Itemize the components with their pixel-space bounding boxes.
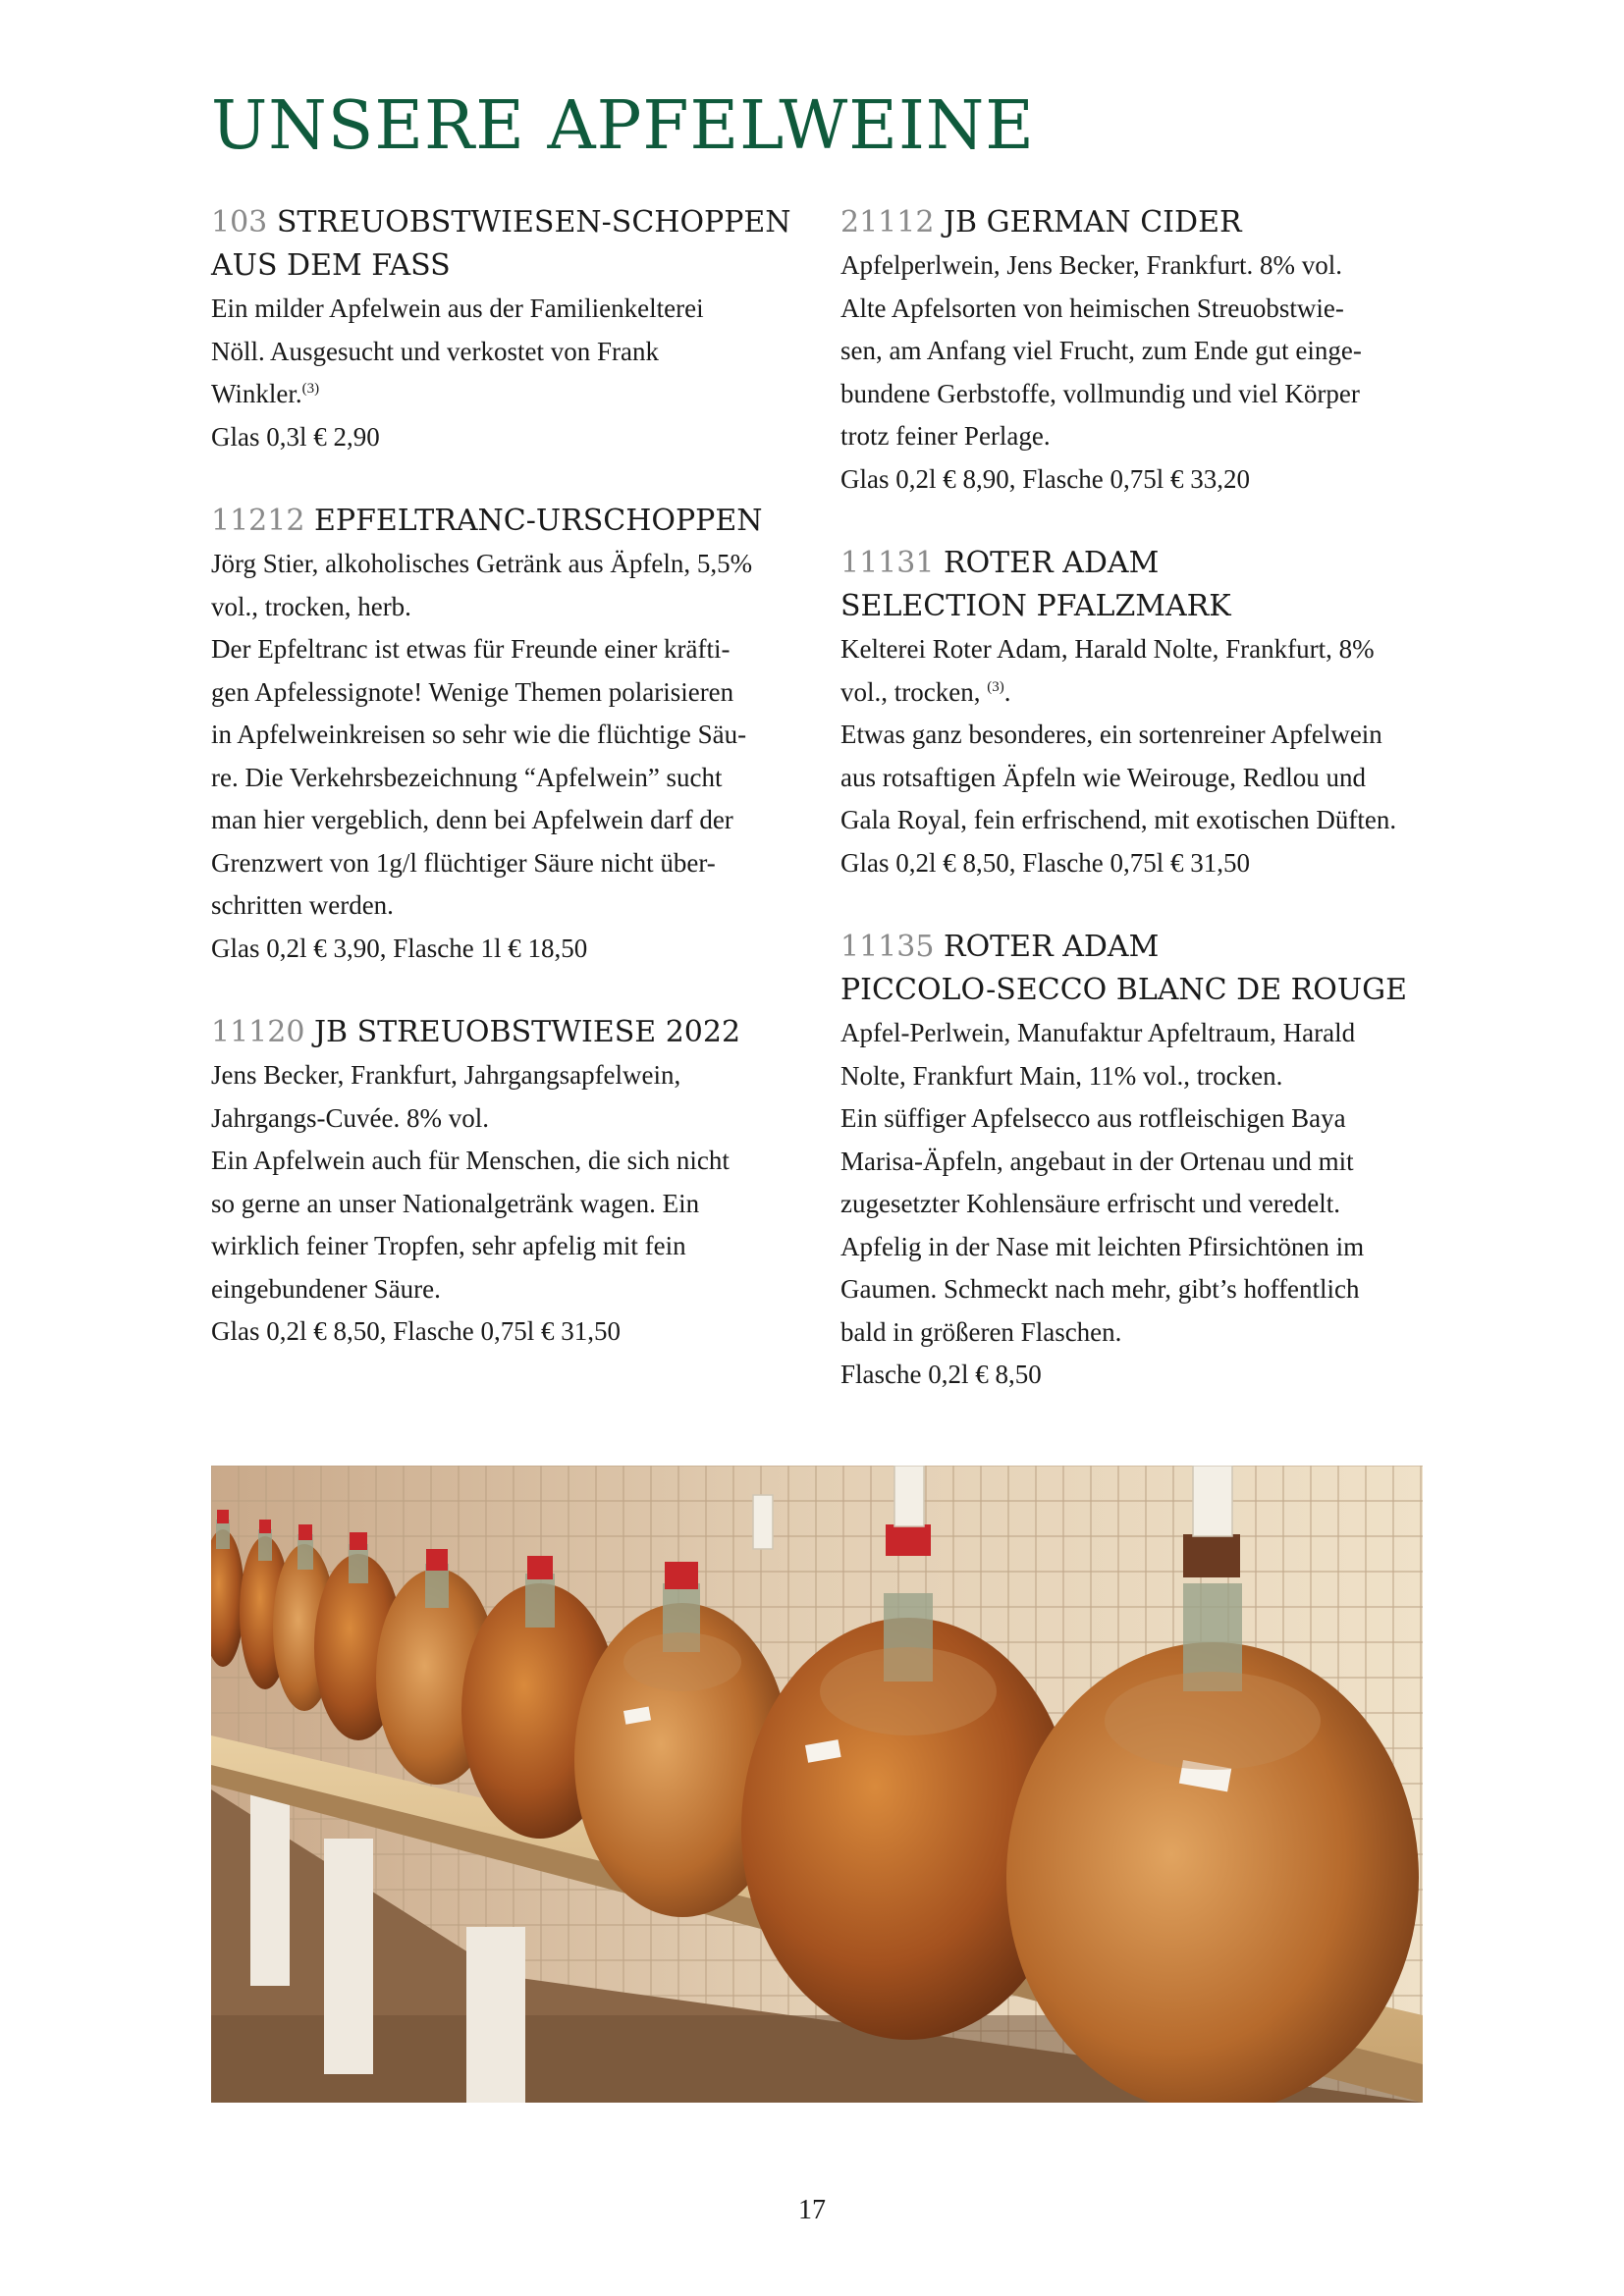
item-name-line-2: AUS DEM FASS — [211, 248, 451, 283]
item-name: JB GERMAN CIDER — [943, 205, 1242, 240]
item-description-line: re. Die Verkehrsbezeichnung “Apfelwein” sucht — [211, 762, 723, 792]
item-price: Glas 0,3l € 2,90 — [211, 421, 380, 452]
item-description-line: Winkler.$^{(3)}$ — [211, 379, 320, 408]
item-heading — [840, 542, 1449, 585]
item-description-line: Grenzwert von 1g/l flüchtiger Säure nicht über- — [211, 847, 716, 878]
item-price: Flasche 0,2l € 8,50 — [840, 1360, 1042, 1389]
footnote-marker: (3) — [301, 381, 320, 397]
item-description-line: eingebundener Säure. — [211, 1273, 441, 1304]
item-description-line: Apfelperlwein, Jens Becker, Frankfurt. 8% vol. — [840, 250, 1343, 280]
item-description-line: Jens Becker, Frankfurt, Jahrgangsapfelwein, — [211, 1060, 681, 1090]
item-name-line-2: SELECTION PFALZMARK — [840, 589, 1231, 623]
item-description-line: vol., trocken, herb. — [211, 591, 411, 621]
item-description-line: bald in größeren Flaschen. — [840, 1316, 1122, 1347]
item-description-line: Gaumen. Schmeckt nach mehr, gibt’s hoffentlich — [840, 1274, 1360, 1304]
item-description-line: Etwas ganz besonderes, ein sortenreiner Apfelwein — [840, 720, 1382, 749]
item-heading — [211, 201, 820, 244]
item-description-line: zugesetzter Kohlensäure erfrischt und veredelt. — [840, 1189, 1341, 1218]
item-description-line: bundene Gerbstoffe, vollmundig und viel Körper — [840, 378, 1360, 408]
item-description-line: Nolte, Frankfurt Main, 11% vol., trocken. — [840, 1060, 1283, 1091]
right-column — [840, 201, 1449, 1438]
item-description-line: Apfelig in der Nase mit leichten Pfirsichtönen im — [840, 1231, 1365, 1261]
item-description-line: aus rotsaftigen Äpfeln wie Weirouge, Redlou und — [840, 762, 1366, 792]
item-description-line: in Apfelweinkreisen so sehr wie die flüchtige Säu- — [211, 720, 747, 749]
menu-item-11135 — [840, 926, 1449, 1397]
item-description-line: Jahrgangs-Cuvée. 8% vol. — [211, 1102, 489, 1133]
item-price: Glas 0,2l € 8,90, Flasche 0,75l € 33,20 — [840, 463, 1250, 494]
page-title: UNSERE APFELWEINE — [211, 87, 1035, 165]
item-heading — [211, 500, 820, 543]
item-description-line: Ein milder Apfelwein aus der Familienkelterei — [211, 294, 704, 323]
item-description-line: Jörg Stier, alkoholisches Getränk aus Äpfeln, 5,5% — [211, 549, 753, 578]
menu-item-11131 — [840, 542, 1449, 884]
item-number: 11120 — [211, 1015, 305, 1049]
item-description-line: wirklich feiner Tropfen, sehr apfelig mit fein — [211, 1231, 686, 1260]
cellar-photo — [211, 1466, 1423, 2103]
item-name-line-2: PICCOLO-SECCO BLANC DE ROUGE — [840, 973, 1407, 1007]
item-number: 103 — [211, 205, 268, 240]
menu-item-11212 — [211, 500, 820, 970]
item-description-line: Marisa-Äpfeln, angebaut in der Ortenau und mit — [840, 1146, 1354, 1176]
left-column — [211, 201, 820, 1395]
item-description-line: Ein Apfelwein auch für Menschen, die sich nicht — [211, 1146, 730, 1175]
item-name: ROTER ADAM — [943, 546, 1160, 580]
menu-item-103 — [211, 201, 820, 458]
item-price: Glas 0,2l € 8,50, Flasche 0,75l € 31,50 — [840, 847, 1250, 878]
item-heading — [211, 1011, 820, 1054]
page-number: 17 — [798, 2195, 826, 2225]
item-heading — [840, 201, 1449, 244]
item-description-line: gen Apfelessignote! Wenige Themen polarisieren — [211, 676, 734, 707]
item-description-line: Alte Apfelsorten von heimischen Streuobstwie- — [840, 293, 1344, 323]
item-number: 11135 — [840, 930, 935, 964]
item-price: Glas 0,2l € 3,90, Flasche 1l € 18,50 — [211, 933, 588, 963]
item-heading — [840, 926, 1449, 969]
item-description-line: so gerne an unser Nationalgetränk wagen. Ein — [211, 1188, 700, 1218]
item-description-line: Nöll. Ausgesucht und verkostet von Frank — [211, 336, 659, 366]
item-number: 21112 — [840, 205, 935, 240]
item-description-line: Gala Royal, fein erfrischend, mit exotischen Düften. — [840, 805, 1397, 834]
menu-item-21112 — [840, 201, 1449, 501]
item-description-line: trotz feiner Perlage. — [840, 421, 1051, 451]
item-number: 11131 — [840, 546, 935, 580]
item-name: EPFELTRANC-URSCHOPPEN — [313, 504, 763, 538]
item-description-line: Der Epfeltranc ist etwas für Freunde einer kräfti- — [211, 634, 731, 664]
item-description-line: vol., trocken, $^{(3)}$. — [840, 676, 1011, 707]
item-number: 11212 — [211, 504, 305, 538]
item-description-line: schritten werden. — [211, 890, 394, 920]
item-description-line: Ein süffiger Apfelsecco aus rotfleischigen Baya — [840, 1103, 1346, 1133]
footnote-marker: (3) — [987, 678, 1004, 695]
item-name: STREUOBSTWIESEN-SCHOPPEN — [276, 205, 791, 240]
menu-item-11120 — [211, 1011, 820, 1354]
item-price: Glas 0,2l € 8,50, Flasche 0,75l € 31,50 — [211, 1316, 621, 1346]
item-description-line: Apfel-Perlwein, Manufaktur Apfeltraum, Harald — [840, 1018, 1356, 1047]
item-name: ROTER ADAM — [943, 930, 1160, 964]
item-name: JB STREUOBSTWIESE 2022 — [313, 1015, 741, 1049]
item-description-line: man hier vergeblich, denn bei Apfelwein darf der — [211, 805, 733, 834]
item-description-line: Kelterei Roter Adam, Harald Nolte, Frankfurt, 8% — [840, 634, 1375, 664]
item-description-line: sen, am Anfang viel Frucht, zum Ende gut einge- — [840, 336, 1362, 365]
